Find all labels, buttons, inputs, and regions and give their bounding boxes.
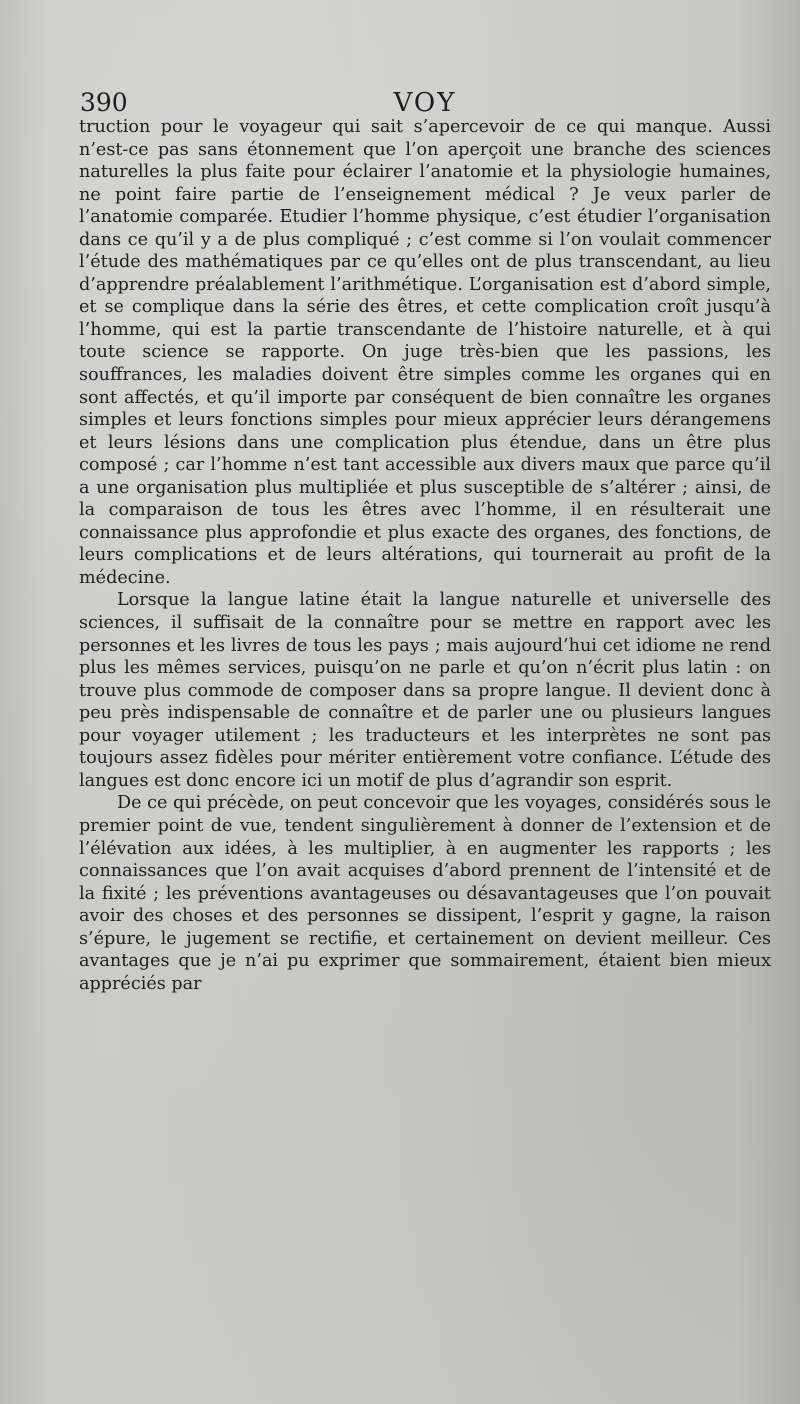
paragraph-avantages-voyages: De ce qui précède, on peut concevoir que les voyages, considérés sous le premier point de vue, tendent singulièrement à donner de l’extension et de l’élévation aux idées, à les multiplier, à en augmenter les rapports ; les connaissances que l’on avait acquises d’abord prennent de l’intensité et de la fixité ; les préventions avantageuses ou désavantageuses que l’on pouvait avoir des choses et des personnes se dissipent, l’esprit y gagne, la raison s’épure, le jugement se rectifie, et certainement on devient meilleur. Ces avantages que je n’ai pu exprimer que sommairement, étaient bien mieux appréciés par bbox=[79, 793, 771, 994]
paragraph-anatomie-comparee: truction pour le voyageur qui sait s’apercevoir de ce qui manque. Aussi n’est-ce pas sans étonnement que l’on aperçoit une branche des sciences naturelles la plus faite pour éclairer l’anatomie et la physiologie humaines, ne point faire partie de l’enseignement médical ? Je veux parler de l’anatomie comparée. Etudier l’homme physique, c’est étudier l’organisation dans ce qu’il y a de plus compliqué ; c’est comme si l’on voulait commencer l’étude des mathématiques par ce qu’elles ont de plus transcendant, au lieu d’apprendre préalablement l’arithmétique. L’organisation est d’abord simple, et se complique dans la série des êtres, et cette complication croît jusqu’à l’homme, qui est la partie transcendante de l’histoire naturelle, et à qui toute science se rapporte. On juge très-bien que les passions, les souffrances, les maladies doivent être simples comme les organes qui en sont affectés, et qu’il importe par conséquent de bien connaître les organes simples et leurs fonctions simples pour mieux apprécier leurs dérangemens et leurs lésions dans une complication plus étendue, dans un être plus composé ; car l’homme n’est tant accessible aux divers maux que parce qu’il a une organisation plus multipliée et plus susceptible de s’altérer ; ainsi, de la comparaison de tous les êtres avec l’homme, il en résulterait une connaissance plus approfondie et plus exacte des organes, des fonctions, de leurs complications et de leurs altérations, qui tournerait au profit de la médecine. bbox=[79, 117, 771, 588]
paragraph-langue-latine: Lorsque la langue latine était la langue naturelle et universelle des sciences, il suffisait de la connaître pour se mettre en rapport avec les personnes et les livres de tous les pays ; mais aujourd’hui cet idiome ne rend plus les mêmes services, puisqu’on ne parle et qu’on n’écrit plus latin : on trouve plus commode de composer dans sa propre langue. Il devient donc à peu près indispensable de connaître et de parler une ou plusieurs langues pour voyager utilement ; les traducteurs et les interprètes ne sont pas toujours assez fidèles pour mériter entièrement votre confiance. L’étude des langues est donc encore ici un motif de plus d’agrandir son esprit. bbox=[79, 590, 771, 791]
page-header bbox=[80, 88, 770, 118]
page-number: 390 bbox=[80, 88, 128, 117]
running-head: VOY bbox=[393, 88, 457, 118]
body-text bbox=[79, 116, 771, 995]
